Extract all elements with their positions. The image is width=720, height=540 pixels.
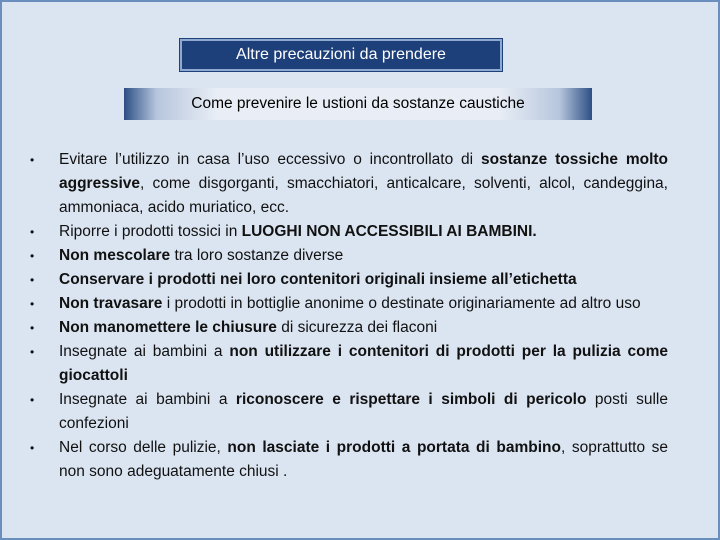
bullet-text: , soprattutto se non sono adeguatamente chiusi . <box>59 439 669 480</box>
bullet-item <box>30 436 668 484</box>
bullet-marker: • <box>30 345 35 359</box>
bullet-item <box>30 244 668 268</box>
bullet-marker: • <box>30 249 35 263</box>
bullet-item <box>30 292 668 316</box>
bullet-text-bold: Non mescolare <box>59 247 171 264</box>
bullet-text: Insegnate ai bambini a <box>59 343 230 360</box>
bullet-text-bold: sostanze tossiche molto aggressive <box>59 151 669 192</box>
bullet-item <box>30 316 668 340</box>
bullet-text: i prodotti in bottiglie anonime o destinate originariamente ad altro uso <box>162 295 641 312</box>
bullet-marker: • <box>30 225 35 239</box>
bullet-marker: • <box>30 273 35 287</box>
bullet-text: , come disgorganti, smacchiatori, anticalcare, solventi, alcol, candeggina, ammoniaca, acido muriatico, ecc. <box>59 175 668 216</box>
bullet-item <box>30 388 668 436</box>
bullet-text-bold: Conservare i prodotti nei loro contenitori originali insieme all’etichetta <box>59 271 577 288</box>
slide-subtitle: Come prevenire le ustioni da sostanze caustiche <box>124 88 592 120</box>
bullet-marker: • <box>30 297 35 311</box>
bullet-text: tra loro sostanze diverse <box>170 247 344 264</box>
bullet-text-bold: non lasciate i prodotti a portata di bambino <box>227 439 561 456</box>
bullet-text-bold: LUOGHI NON ACCESSIBILI AI BAMBINI. <box>241 223 537 240</box>
bullet-text: posti sulle confezioni <box>59 391 668 432</box>
bullet-marker: • <box>30 321 35 335</box>
bullet-text: Evitare l’utilizzo in casa l’uso eccessivo o incontrollato di <box>59 151 481 168</box>
bullet-item <box>30 220 668 244</box>
bullet-marker: • <box>30 441 35 455</box>
bullet-text-bold: non utilizzare i contenitori di prodotti per la pulizia come giocattoli <box>59 343 668 384</box>
bullet-text-bold: riconoscere e rispettare i simboli di pericolo <box>235 391 587 408</box>
bullet-item <box>30 148 668 220</box>
bullet-marker: • <box>30 393 35 407</box>
bullet-text: Insegnate ai bambini a <box>59 391 236 408</box>
bullet-list <box>30 148 668 484</box>
slide-title: Altre precauzioni da prendere <box>180 39 502 71</box>
bullet-marker: • <box>30 153 35 167</box>
bullet-text-bold: Non manomettere le chiusure <box>59 319 277 336</box>
bullet-text: Riporre i prodotti tossici in <box>59 223 242 240</box>
bullet-text: Nel corso delle pulizie, <box>59 439 228 456</box>
bullet-text-bold: Non travasare <box>59 295 163 312</box>
bullet-text: di sicurezza dei flaconi <box>276 319 438 336</box>
bullet-item <box>30 268 668 292</box>
bullet-item <box>30 340 668 388</box>
